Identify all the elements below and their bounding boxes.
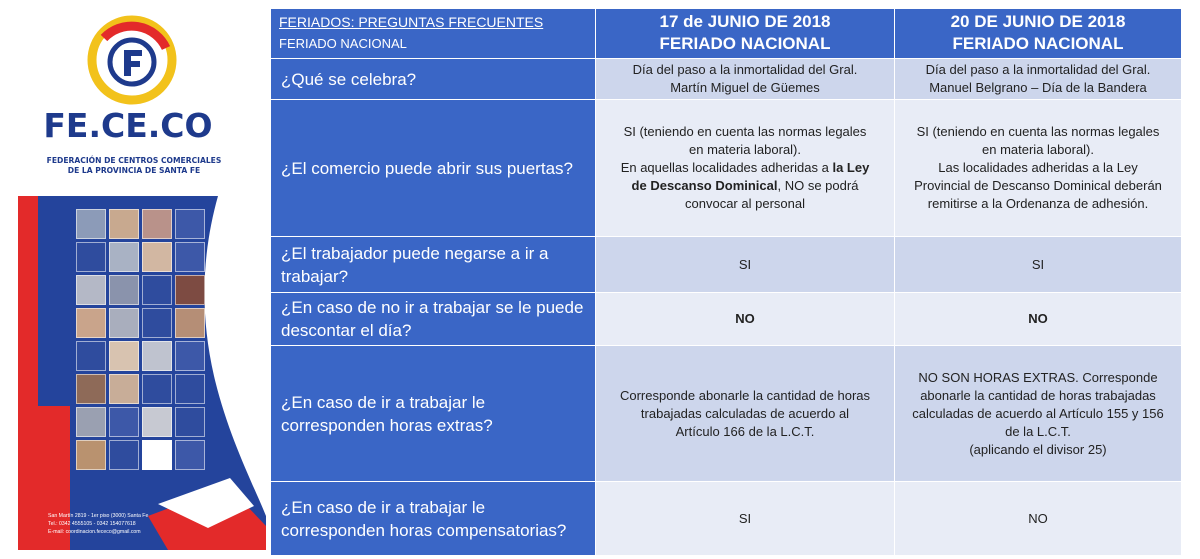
answer-line: trabajadas calculadas de acuerdo al (640, 405, 850, 421)
collage-photo (142, 275, 172, 305)
contact-info (48, 512, 248, 536)
collage-photo (175, 341, 205, 371)
brand-subtitle-line: DE LA PROVINCIA DE SANTA FE (67, 166, 201, 175)
answer-cell (596, 59, 895, 100)
contact-phone: Tel.: 0342 4555105 - 0342 154077618 (48, 521, 136, 527)
collage-photo (76, 407, 106, 437)
table-subtitle: FERIADO NACIONAL (279, 36, 407, 51)
column-header-june-17 (596, 9, 895, 59)
collage-photo (175, 308, 205, 338)
answer-cell (895, 100, 1182, 237)
table-row (271, 237, 1182, 293)
table-row (271, 59, 1182, 100)
collage-photo (142, 308, 172, 338)
table-row (271, 346, 1182, 482)
column-holiday-type: FERIADO NACIONAL (659, 34, 831, 53)
collage-photo (142, 440, 172, 470)
answer-line: SI (teniendo en cuenta las normas legales (623, 124, 867, 139)
answer-line: remitirse a la Ordenanza de adhesión. (927, 196, 1149, 211)
collage-photo (142, 242, 172, 272)
answer-cell (895, 346, 1182, 482)
collage-photo (142, 209, 172, 239)
answer-cell (895, 59, 1182, 100)
collage-photo (175, 209, 205, 239)
answer-line: NO SON HORAS EXTRAS. Corresponde (918, 369, 1158, 385)
feriados-faq-table (270, 8, 1182, 556)
answer-cell (596, 100, 895, 237)
answer-line: Las localidades adheridas a la Ley (938, 160, 1138, 175)
answer-emphasis: de Descanso Dominical (631, 178, 778, 193)
collage-photo (76, 242, 106, 272)
column-holiday-type: FERIADO NACIONAL (952, 34, 1124, 53)
table-header-row (271, 9, 1182, 59)
answer-cell: NO (596, 293, 895, 346)
answer-line: abonarle la cantidad de horas trabajadas (920, 387, 1156, 403)
collage-photo (76, 440, 106, 470)
answer-line: Día del paso a la inmortalidad del Gral. (632, 62, 858, 77)
answer-cell: SI (596, 237, 895, 293)
question-cell: ¿En caso de ir a trabajar le corresponden horas compensatorias? (271, 482, 596, 556)
question-cell: ¿El trabajador puede negarse a ir a trabajar? (271, 237, 596, 293)
column-date: 20 DE JUNIO DE 2018 (950, 12, 1126, 31)
collage-photo (76, 275, 106, 305)
answer-text: En aquellas localidades adheridas a (620, 160, 833, 175)
table-row (271, 482, 1182, 556)
collage-photo (109, 308, 139, 338)
collage-photo (175, 440, 205, 470)
collage-photo (175, 407, 205, 437)
answer-line: Provincial de Descanso Dominical deberán (914, 178, 1162, 193)
collage-photo (175, 275, 205, 305)
brand-subtitle-line: FEDERACIÓN DE CENTROS COMERCIALES (46, 156, 222, 165)
answer-cell (596, 346, 895, 482)
photo-collage (76, 209, 204, 489)
answer-line: SI (teniendo en cuenta las normas legales (916, 124, 1160, 139)
collage-photo (109, 341, 139, 371)
contact-email: E-mail: coordinacion.fececo@gmail.com (48, 529, 141, 535)
table-title: FERIADOS: PREGUNTAS FRECUENTES (279, 14, 544, 30)
answer-emphasis: la Ley (832, 160, 870, 175)
collage-photo (76, 308, 106, 338)
collage-photo (142, 374, 172, 404)
table-title-cell (271, 9, 596, 59)
collage-photo (175, 374, 205, 404)
answer-line (604, 159, 886, 177)
question-cell: ¿En caso de no ir a trabajar se le puede descontar el día? (271, 293, 596, 346)
collage-photo (76, 209, 106, 239)
answer-line: (aplicando el divisor 25) (969, 441, 1107, 457)
answer-line: en materia laboral). (689, 142, 801, 157)
table-row (271, 100, 1182, 237)
collage-photo (109, 209, 139, 239)
brand-name: FE.CE.CO (43, 106, 213, 145)
answer-line: convocar al personal (685, 196, 805, 211)
collage-photo (109, 374, 139, 404)
collage-photo (76, 374, 106, 404)
collage-photo (76, 341, 106, 371)
answer-line: calculadas de acuerdo al Artículo 155 y 156 (912, 405, 1164, 421)
answer-cell: NO (895, 293, 1182, 346)
contact-address: San Martín 2819 - 1er piso (3000) Santa Fe (48, 513, 149, 519)
fececo-logo-icon (86, 14, 178, 106)
column-header-june-20 (895, 9, 1182, 59)
collage-photo (175, 242, 205, 272)
question-cell: ¿El comercio puede abrir sus puertas? (271, 100, 596, 237)
answer-cell: NO (895, 482, 1182, 556)
question-cell: ¿Qué se celebra? (271, 59, 596, 100)
question-cell: ¿En caso de ir a trabajar le corresponden horas extras? (271, 346, 596, 482)
table-row (271, 293, 1182, 346)
answer-cell: SI (596, 482, 895, 556)
answer-line: Corresponde abonarle la cantidad de horas (619, 387, 871, 403)
answer-cell: SI (895, 237, 1182, 293)
answer-line: Martín Miguel de Güemes (670, 80, 820, 95)
collage-photo (109, 440, 139, 470)
collage-photo (109, 275, 139, 305)
answer-line: Artículo 166 de la L.C.T. (675, 423, 815, 439)
answer-text: , NO se podrá (777, 178, 859, 193)
answer-line: Manuel Belgrano – Día de la Bandera (929, 80, 1147, 95)
answer-line: Día del paso a la inmortalidad del Gral. (925, 62, 1151, 77)
collage-photo (142, 341, 172, 371)
answer-line: de la L.C.T. (1005, 423, 1071, 439)
column-date: 17 de JUNIO DE 2018 (659, 12, 831, 31)
collage-photo (142, 407, 172, 437)
collage-photo (109, 407, 139, 437)
answer-line (604, 177, 886, 195)
brand-subtitle (18, 156, 250, 176)
fececo-brochure (18, 6, 266, 550)
collage-photo (109, 242, 139, 272)
answer-line: en materia laboral). (982, 142, 1094, 157)
